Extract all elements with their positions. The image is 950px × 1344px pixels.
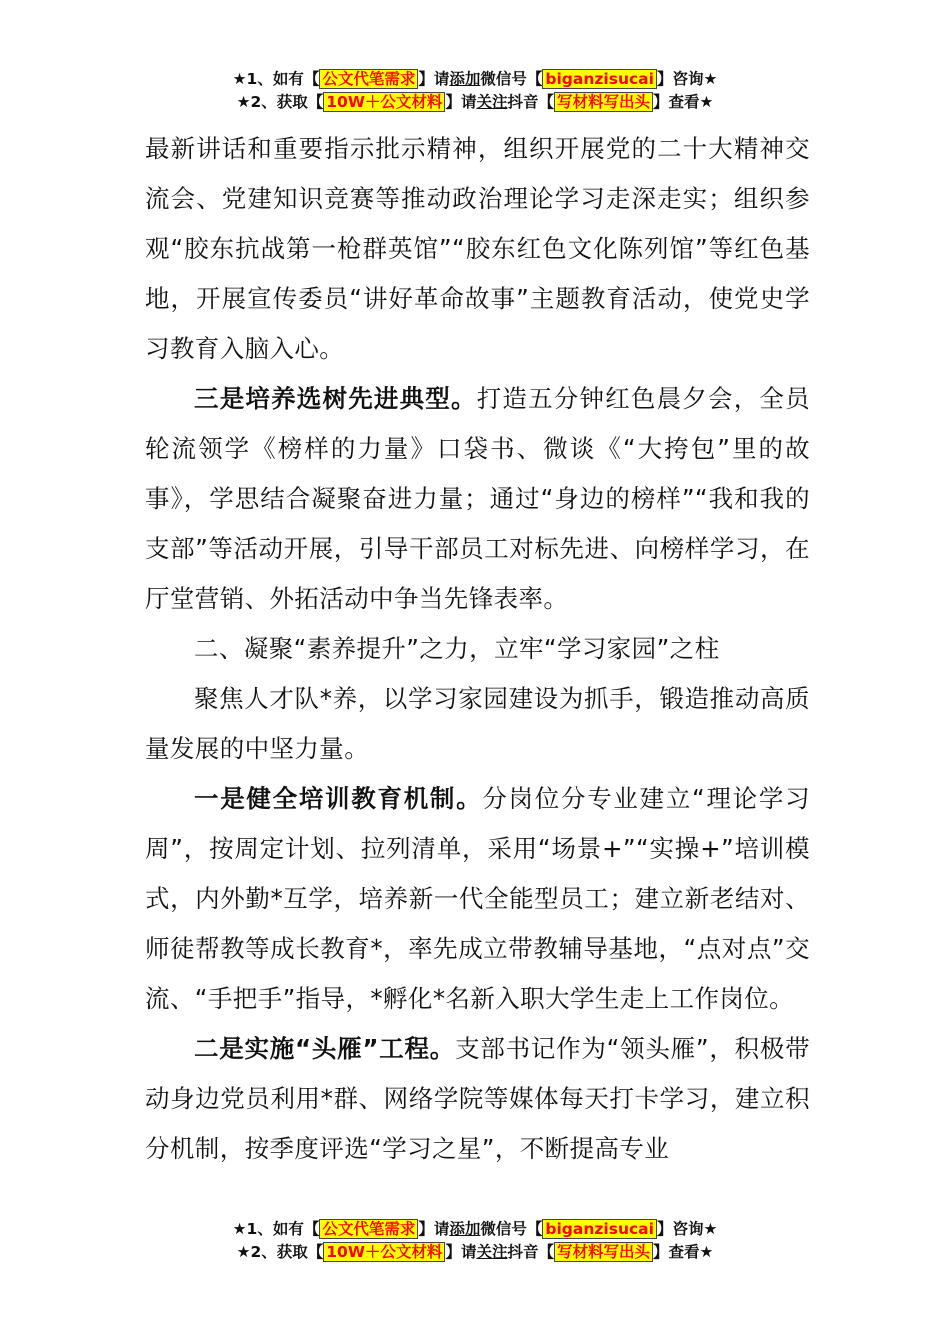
paragraph-heading: 一是健全培训教育机制。 <box>194 784 483 813</box>
document-body <box>145 124 810 1174</box>
banner-underlined: 关注 <box>476 93 508 111</box>
banner-text: 】咨询★ <box>656 1220 718 1238</box>
banner-text: 】请 <box>418 1220 450 1238</box>
paragraph-three <box>145 374 810 624</box>
banner-line-2 <box>0 91 950 114</box>
banner-text: ★1、如有【 <box>232 70 320 88</box>
banner-line-1 <box>0 1218 950 1241</box>
banner-highlight: 公文代笔需求 <box>319 1219 418 1239</box>
banner-underlined: 添加 <box>449 70 481 88</box>
paragraph-text: 支部书记作为“领头雁”，积极带动身边党员利用*群、网络学院等媒体每天打卡学习，建立积分机制，按季度评选“学习之星”，不断提高专业 <box>145 1034 811 1163</box>
paragraph-heading: 二是实施“头雁”工程。 <box>194 1034 456 1063</box>
paragraph-intro: 聚焦人才队*养，以学习家园建设为抓手，锻造推动高质量发展的中坚力量。 <box>145 684 810 763</box>
banner-text: 】咨询★ <box>656 70 718 88</box>
banner-highlight: 公文代笔需求 <box>319 69 418 89</box>
footer-banner <box>0 1218 950 1264</box>
paragraph-continued: 最新讲话和重要指示批示精神，组织开展党的二十大精神交流会、党建知识竞赛等推动政治理论学习走深走实；组织参观“胶东抗战第一枪群英馆”“胶东红色文化陈列馆”等红色基地，开展宣传委员“讲好革命故事”主题教育活动，使党史学习教育入脑入心。 <box>145 134 810 363</box>
banner-text: 】请 <box>418 70 450 88</box>
banner-text: 抖音【 <box>507 93 554 111</box>
paragraph-one <box>145 774 810 1024</box>
banner-underlined: 关注 <box>476 1243 508 1261</box>
paragraph-heading: 三是培养选树先进典型。 <box>194 384 477 413</box>
banner-highlight: 10W＋公文材料 <box>323 92 445 112</box>
banner-text: 微信号【 <box>480 70 543 88</box>
banner-douyin-id: 写材料写出头 <box>554 92 653 112</box>
banner-text: 】查看★ <box>653 93 714 111</box>
header-banner <box>0 68 950 114</box>
section-title: 二、凝聚“素养提升”之力，立牢“学习家园”之柱 <box>194 634 720 663</box>
banner-text: ★2、获取【 <box>236 93 324 111</box>
banner-line-2 <box>0 1241 950 1264</box>
paragraph-two <box>145 1024 810 1174</box>
banner-douyin-id: 写材料写出头 <box>554 1242 653 1262</box>
banner-underlined: 添加 <box>449 1220 481 1238</box>
banner-text: ★1、如有【 <box>232 1220 320 1238</box>
banner-line-1 <box>0 68 950 91</box>
banner-highlight: 10W＋公文材料 <box>323 1242 445 1262</box>
banner-text: ★2、获取【 <box>236 1243 324 1261</box>
banner-text: 抖音【 <box>507 1243 554 1261</box>
banner-wechat-id: biganzisucai <box>542 69 657 89</box>
banner-wechat-id: biganzisucai <box>542 1219 657 1239</box>
banner-text: 微信号【 <box>480 1220 543 1238</box>
banner-text: 】请 <box>445 1243 477 1261</box>
paragraph-text: 打造五分钟红色晨夕会，全员轮流领学《榜样的力量》口袋书、微谈《“大挎包”里的故事》，学思结合凝聚奋进力量；通过“身边的榜样”“我和我的支部”等活动开展，引导干部员工对标先进、向榜样学习，在厅堂营销、外拓活动中争当先锋表率。 <box>145 384 810 613</box>
banner-text: 】查看★ <box>653 1243 714 1261</box>
paragraph-text: 分岗位分专业建立“理论学习周”，按周定计划、拉列清单，采用“场景+”“实操+”培训模式，内外勤*互学，培养新一代全能型员工；建立新老结对、师徒帮教等成长教育*，率先成立带教辅导基地，“点对点”交流、“手把手”指导，*孵化*名新入职大学生走上工作岗位。 <box>145 784 810 1013</box>
banner-text: 】请 <box>445 93 477 111</box>
